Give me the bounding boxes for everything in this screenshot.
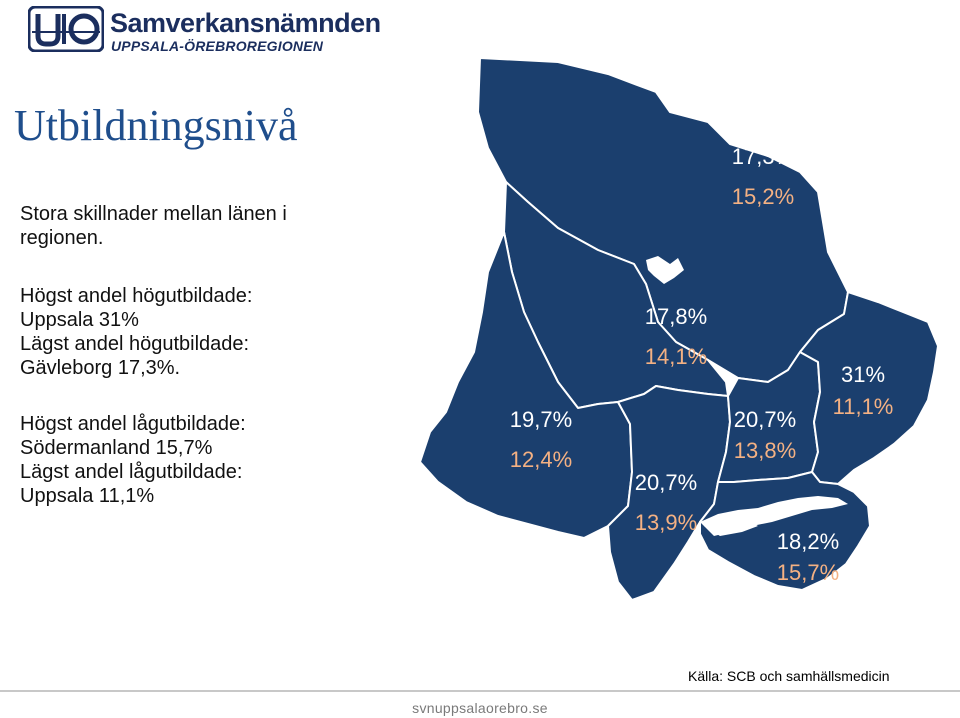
map-label-orebro-low: 13,9% (634, 510, 698, 535)
text-line: Lägst andel lågutbildade: (20, 461, 243, 483)
map-label-sodermanland-high: 18,2% (776, 529, 840, 554)
map-label-orebro-high: 20,7% (634, 470, 698, 495)
map-label-sodermanland-low: 15,7% (776, 560, 840, 585)
text-line: Högst andel lågutbildade: (20, 413, 246, 435)
region-map (408, 52, 958, 612)
map-label-vastmanland-low: 13,8% (733, 438, 797, 463)
map-label-gavleborg-high: 17,3% (731, 144, 795, 169)
logo (28, 6, 381, 56)
logo-subtitle: UPPSALA-ÖREBROREGIONEN (111, 38, 324, 54)
text-line: Stora skillnader mellan länen i regionen. (20, 203, 287, 249)
text-body (20, 202, 360, 508)
map-label-varmland-low: 12,4% (509, 447, 573, 472)
logo-mark-icon (28, 6, 104, 52)
text-line: Uppsala 11,1% (20, 485, 155, 507)
map-label-uppsala-high: 31% (840, 362, 886, 387)
map-svg (408, 52, 958, 612)
footer-url: svnuppsalaorebro.se (412, 700, 548, 716)
map-label-dalarna-high: 17,8% (644, 304, 708, 329)
map-label-gavleborg-low: 15,2% (731, 184, 795, 209)
text-line: Lägst andel högutbildade: (20, 333, 250, 355)
map-label-dalarna-low: 14,1% (644, 344, 708, 369)
page-title: Utbildningsnivå (14, 101, 298, 150)
text-line: Södermanland 15,7% (20, 437, 213, 459)
text-line: Uppsala 31% (20, 309, 139, 331)
logo-name: Samverkansnämnden (110, 8, 381, 38)
map-label-uppsala-low: 11,1% (832, 394, 894, 419)
text-line: Gävleborg 17,3%. (20, 357, 181, 379)
text-line: Högst andel högutbildade: (20, 285, 253, 307)
map-label-vastmanland-high: 20,7% (733, 407, 797, 432)
footer-divider (0, 690, 960, 692)
map-label-varmland-high: 19,7% (509, 407, 573, 432)
source-note: Källa: SCB och samhällsmedicin (688, 668, 890, 684)
